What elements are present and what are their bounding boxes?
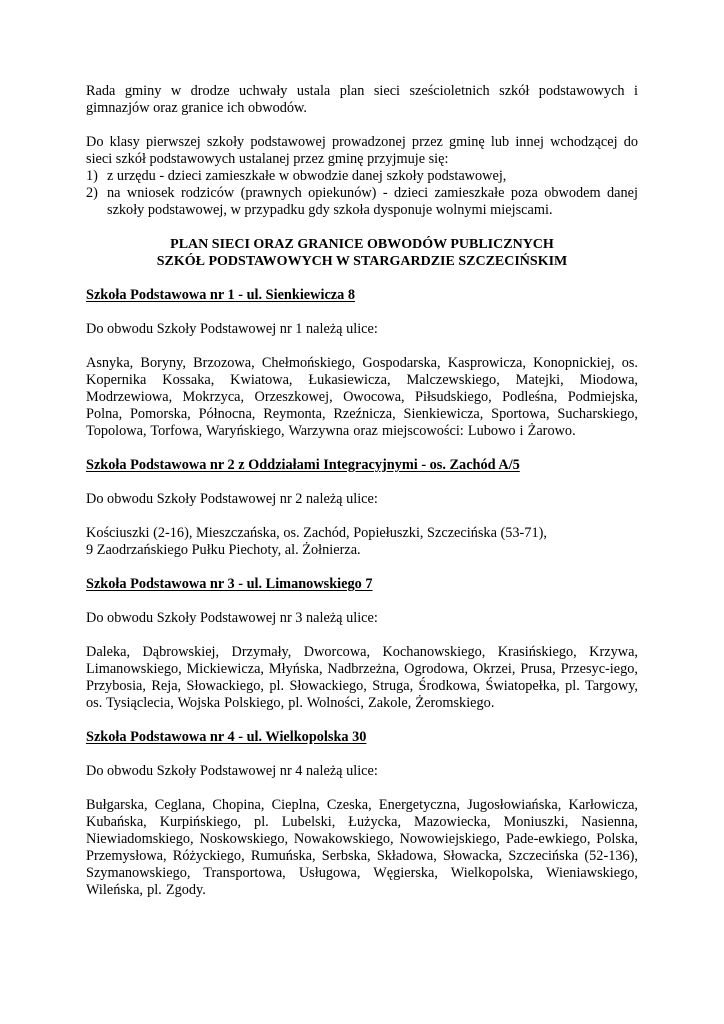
school-2-intro: Do obwodu Szkoły Podstawowej nr 2 należą ulice: [86, 491, 378, 507]
school-3-intro: Do obwodu Szkoły Podstawowej nr 3 należą ulice: [86, 610, 378, 626]
admission-list [86, 168, 638, 219]
spacer [86, 474, 638, 491]
intro-paragraph-1: Rada gminy w drodze uchwały ustala plan sieci sześcioletnich szkół podstawowych i gimnazjów oraz granice ich obwodów. [86, 83, 638, 116]
school-3-streets: Daleka, Dąbrowskiej, Drzymały, Dworcowa, Kochanowskiego, Krasińskiego, Krzywa, Limanowskiego, Mickiewicza, Młyńska, Nadbrzeżna, Ogrodowa, Okrzei, Prusa, Przesyc-iego, Przybosia, Reja, Słowackiego, pl. Słowackiego, Struga, Środkowa, Światopełka, pl. Targowy, os. Tysiąclecia, Wojska Polskiego, pl. Wolności, Zakole, Żeromskiego. [86, 644, 638, 711]
school-1-intro: Do obwodu Szkoły Podstawowej nr 1 należą ulice: [86, 321, 378, 337]
list-item-text: z urzędu - dzieci zamieszkałe w obwodzie danej szkoły podstawowej, [107, 168, 507, 184]
spacer [86, 712, 638, 729]
spacer [86, 508, 638, 525]
spacer [86, 593, 638, 610]
section-heading [86, 236, 638, 270]
school-4-streets: Bułgarska, Ceglana, Chopina, Cieplna, Czeska, Energetyczna, Jugosłowiańska, Karłowicza, Kubańska, Kurpińskiego, pl. Lubelski, Łużycka, Mazowiecka, Moniuszki, Nasienna, Niewiadomskiego, Noskowskiego, Nowakowskiego, Nowowiejskiego, Pade-ewkiego, Polska, Przemysłowa, Różyckiego, Rumuńska, Serbska, Składowa, Słowacka, Szczecińska (52-136), Szymanowskiego, Transportowa, Usługowa, Węgierska, Wielkopolska, Wieniawskiego, Wileńska, pl. Zgody. [86, 797, 638, 898]
spacer [86, 780, 638, 797]
spacer [86, 746, 638, 763]
spacer [86, 219, 638, 236]
intro-paragraph-2: Do klasy pierwszej szkoły podstawowej prowadzonej przez gminę lub innej wchodzącej do sieci szkół podstawowych ustalanej przez gminę przyjmuje się: [86, 134, 638, 167]
list-item [86, 168, 638, 185]
school-2-streets-line-1: Kościuszki (2-16), Mieszczańska, os. Zachód, Popiełuszki, Szczecińska (53-71), [86, 525, 547, 541]
school-1-title: Szkoła Podstawowa nr 1 - ul. Sienkiewicza 8 [86, 287, 356, 303]
school-2-streets-line-2: 9 Zaodrzańskiego Pułku Piechoty, al. Żołnierza. [86, 542, 361, 558]
school-2-title: Szkoła Podstawowa nr 2 z Oddziałami Integracyjnymi - os. Zachód A/5 [86, 457, 520, 473]
heading-line-2: SZKÓŁ PODSTAWOWYCH W STARGARDZIE SZCZECIŃSKIM [156, 254, 568, 269]
list-item [86, 185, 638, 219]
school-3-title: Szkoła Podstawowa nr 3 - ul. Limanowskiego 7 [86, 576, 373, 592]
school-4-title: Szkoła Podstawowa nr 4 - ul. Wielkopolska 30 [86, 729, 367, 745]
spacer [86, 627, 638, 644]
list-item-text: na wniosek rodziców (prawnych opiekunów) - dzieci zamieszkałe poza obwodem danej szkoły podstawowej, w przypadku gdy szkoła dysponuje wolnymi miejscami. [107, 185, 638, 218]
spacer [86, 338, 638, 355]
spacer [86, 559, 638, 576]
spacer [86, 117, 638, 134]
heading-line-1: PLAN SIECI ORAZ GRANICE OBWODÓW PUBLICZNYCH [170, 237, 554, 252]
school-4-intro: Do obwodu Szkoły Podstawowej nr 4 należą ulice: [86, 763, 378, 779]
spacer [86, 440, 638, 457]
school-1-streets: Asnyka, Boryny, Brzozowa, Chełmońskiego, Gospodarska, Kasprowicza, Konopnickiej, os. Kopernika Kossaka, Kwiatowa, Łukasiewicza, Malczewskiego, Matejki, Miodowa, Modrzewiowa, Mokrzyca, Orzeszkowej, Owocowa, Piłsudskiego, Podleśna, Podmiejska, Polna, Pomorska, Północna, Reymonta, Rzeźnicza, Sienkiewicza, Sportowa, Sucharskiego, Topolowa, Torfowa, Waryńskiego, Warzywna oraz miejscowości: Lubowo i Żarowo. [86, 355, 638, 439]
list-item-number: 2) [86, 185, 98, 201]
list-item-number: 1) [86, 168, 98, 184]
spacer [86, 270, 638, 287]
spacer [86, 304, 638, 321]
